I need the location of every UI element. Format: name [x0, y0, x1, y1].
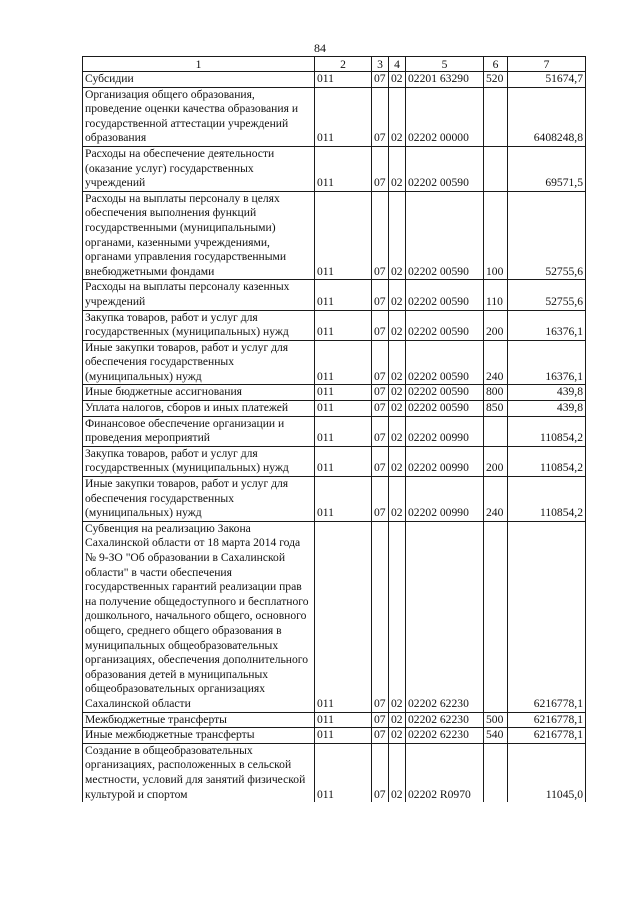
row-section: 07 — [372, 72, 389, 88]
row-subsection: 02 — [389, 401, 406, 417]
row-expense-type: 800 — [484, 385, 508, 401]
row-subsection: 02 — [389, 72, 406, 88]
row-expense-type: 200 — [484, 310, 508, 340]
row-expense-type: 110 — [484, 280, 508, 310]
row-name: Расходы на выплаты персоналу казенных учреждений — [83, 280, 315, 310]
row-expense-type: 500 — [484, 712, 508, 728]
row-code: 011 — [315, 340, 372, 385]
row-amount: 16376,1 — [508, 310, 586, 340]
row-expense-type: 540 — [484, 728, 508, 744]
table-row — [83, 521, 586, 712]
row-name: Межбюджетные трансферты — [83, 712, 315, 728]
row-subsection: 02 — [389, 310, 406, 340]
row-subsection: 02 — [389, 385, 406, 401]
row-name: Иные закупки товаров, работ и услуг для обеспечения государственных (муниципальных) нужд — [83, 340, 315, 385]
row-section: 07 — [372, 521, 389, 712]
row-name: Иные межбюджетные трансферты — [83, 728, 315, 744]
row-code: 011 — [315, 191, 372, 280]
row-amount: 439,8 — [508, 385, 586, 401]
table-row — [83, 280, 586, 310]
row-amount: 6216778,1 — [508, 712, 586, 728]
row-code: 011 — [315, 743, 372, 802]
row-subsection: 02 — [389, 446, 406, 476]
row-target-article: 02201 63290 — [406, 72, 484, 88]
row-name: Субвенция на реализацию Закона Сахалинской области от 18 марта 2014 года № 9-ЗО "Об образовании в Сахалинской области" в части обеспечения государственных гарантий реализации прав на получение общедоступного и бесплатного дошкольного, начального общего, основного общего, среднего общего образования в муниципальных общеобразовательных организациях, обеспечения дополнительного образования детей в муниципальных общеобразовательных организациях Сахалинской области — [83, 521, 315, 712]
row-subsection: 02 — [389, 416, 406, 446]
row-expense-type — [484, 416, 508, 446]
row-amount: 51674,7 — [508, 72, 586, 88]
row-name: Финансовое обеспечение организации и проведения мероприятий — [83, 416, 315, 446]
row-subsection: 02 — [389, 712, 406, 728]
row-target-article: 02202 00590 — [406, 310, 484, 340]
table-row — [83, 87, 586, 146]
row-amount: 52755,6 — [508, 280, 586, 310]
table-row — [83, 446, 586, 476]
row-code: 011 — [315, 712, 372, 728]
table-body — [83, 57, 586, 803]
row-name: Иные закупки товаров, работ и услуг для обеспечения государственных (муниципальных) нужд — [83, 477, 315, 522]
row-section: 07 — [372, 280, 389, 310]
row-amount: 16376,1 — [508, 340, 586, 385]
row-subsection: 02 — [389, 728, 406, 744]
table-row — [83, 743, 586, 802]
row-amount: 110854,2 — [508, 416, 586, 446]
row-expense-type — [484, 146, 508, 191]
row-expense-type: 850 — [484, 401, 508, 417]
row-target-article: 02202 00590 — [406, 280, 484, 310]
budget-table — [82, 56, 586, 802]
row-code: 011 — [315, 521, 372, 712]
column-header: 2 — [315, 57, 372, 72]
table-row — [83, 72, 586, 88]
table-row — [83, 712, 586, 728]
header-row — [83, 57, 586, 72]
row-code: 011 — [315, 385, 372, 401]
row-target-article: 02202 00000 — [406, 87, 484, 146]
row-section: 07 — [372, 728, 389, 744]
row-name: Закупка товаров, работ и услуг для государственных (муниципальных) нужд — [83, 310, 315, 340]
row-target-article: 02202 00990 — [406, 416, 484, 446]
row-amount: 110854,2 — [508, 446, 586, 476]
row-name: Создание в общеобразовательных организациях, расположенных в сельской местности, условий для занятий физической культурой и спортом — [83, 743, 315, 802]
row-amount: 6216778,1 — [508, 728, 586, 744]
row-section: 07 — [372, 385, 389, 401]
row-target-article: 02202 62230 — [406, 728, 484, 744]
row-name: Закупка товаров, работ и услуг для государственных (муниципальных) нужд — [83, 446, 315, 476]
row-section: 07 — [372, 340, 389, 385]
column-header: 3 — [372, 57, 389, 72]
row-section: 07 — [372, 446, 389, 476]
row-section: 07 — [372, 401, 389, 417]
row-amount: 11045,0 — [508, 743, 586, 802]
row-amount: 6216778,1 — [508, 521, 586, 712]
row-target-article: 02202 62230 — [406, 712, 484, 728]
row-section: 07 — [372, 146, 389, 191]
row-name: Организация общего образования, проведение оценки качества образования и государственной аттестации учреждений образования — [83, 87, 315, 146]
row-target-article: 02202 00590 — [406, 340, 484, 385]
column-header: 1 — [83, 57, 315, 72]
table-row — [83, 146, 586, 191]
row-target-article: 02202 00990 — [406, 477, 484, 522]
row-target-article: 02202 00590 — [406, 385, 484, 401]
row-section: 07 — [372, 191, 389, 280]
row-expense-type: 240 — [484, 340, 508, 385]
row-name: Уплата налогов, сборов и иных платежей — [83, 401, 315, 417]
row-target-article: 02202 00590 — [406, 146, 484, 191]
row-subsection: 02 — [389, 743, 406, 802]
column-header: 5 — [406, 57, 484, 72]
table-row — [83, 728, 586, 744]
table-row — [83, 477, 586, 522]
row-section: 07 — [372, 87, 389, 146]
table-row — [83, 310, 586, 340]
row-section: 07 — [372, 416, 389, 446]
row-target-article: 02202 00990 — [406, 446, 484, 476]
column-header: 7 — [508, 57, 586, 72]
row-name: Субсидии — [83, 72, 315, 88]
row-amount: 6408248,8 — [508, 87, 586, 146]
row-name: Расходы на выплаты персоналу в целях обеспечения выполнения функций государственными (муниципальными) органами, казенными учреждениями, органами управления государственными внебюджетными фондами — [83, 191, 315, 280]
row-code: 011 — [315, 146, 372, 191]
table-row — [83, 191, 586, 280]
row-subsection: 02 — [389, 340, 406, 385]
row-expense-type — [484, 743, 508, 802]
row-expense-type — [484, 87, 508, 146]
row-section: 07 — [372, 743, 389, 802]
row-expense-type: 200 — [484, 446, 508, 476]
table-row — [83, 385, 586, 401]
page-number: 84 — [314, 41, 326, 55]
row-section: 07 — [372, 310, 389, 340]
row-target-article: 02202 00590 — [406, 401, 484, 417]
column-header: 6 — [484, 57, 508, 72]
row-expense-type: 100 — [484, 191, 508, 280]
row-name: Иные бюджетные ассигнования — [83, 385, 315, 401]
row-code: 011 — [315, 280, 372, 310]
row-expense-type — [484, 521, 508, 712]
row-name: Расходы на обеспечение деятельности (оказание услуг) государственных учреждений — [83, 146, 315, 191]
row-code: 011 — [315, 87, 372, 146]
row-code: 011 — [315, 728, 372, 744]
row-amount: 439,8 — [508, 401, 586, 417]
row-expense-type: 520 — [484, 72, 508, 88]
row-subsection: 02 — [389, 477, 406, 522]
row-target-article: 02202 62230 — [406, 521, 484, 712]
row-code: 011 — [315, 401, 372, 417]
row-subsection: 02 — [389, 521, 406, 712]
row-code: 011 — [315, 477, 372, 522]
row-subsection: 02 — [389, 87, 406, 146]
row-amount: 52755,6 — [508, 191, 586, 280]
row-section: 07 — [372, 712, 389, 728]
row-subsection: 02 — [389, 146, 406, 191]
row-subsection: 02 — [389, 280, 406, 310]
row-code: 011 — [315, 72, 372, 88]
row-amount: 110854,2 — [508, 477, 586, 522]
row-section: 07 — [372, 477, 389, 522]
column-header: 4 — [389, 57, 406, 72]
row-target-article: 02202 00590 — [406, 191, 484, 280]
table-row — [83, 340, 586, 385]
row-code: 011 — [315, 310, 372, 340]
row-amount: 69571,5 — [508, 146, 586, 191]
row-expense-type: 240 — [484, 477, 508, 522]
table-row — [83, 416, 586, 446]
row-code: 011 — [315, 416, 372, 446]
row-subsection: 02 — [389, 191, 406, 280]
row-code: 011 — [315, 446, 372, 476]
table-row — [83, 401, 586, 417]
row-target-article: 02202 R0970 — [406, 743, 484, 802]
